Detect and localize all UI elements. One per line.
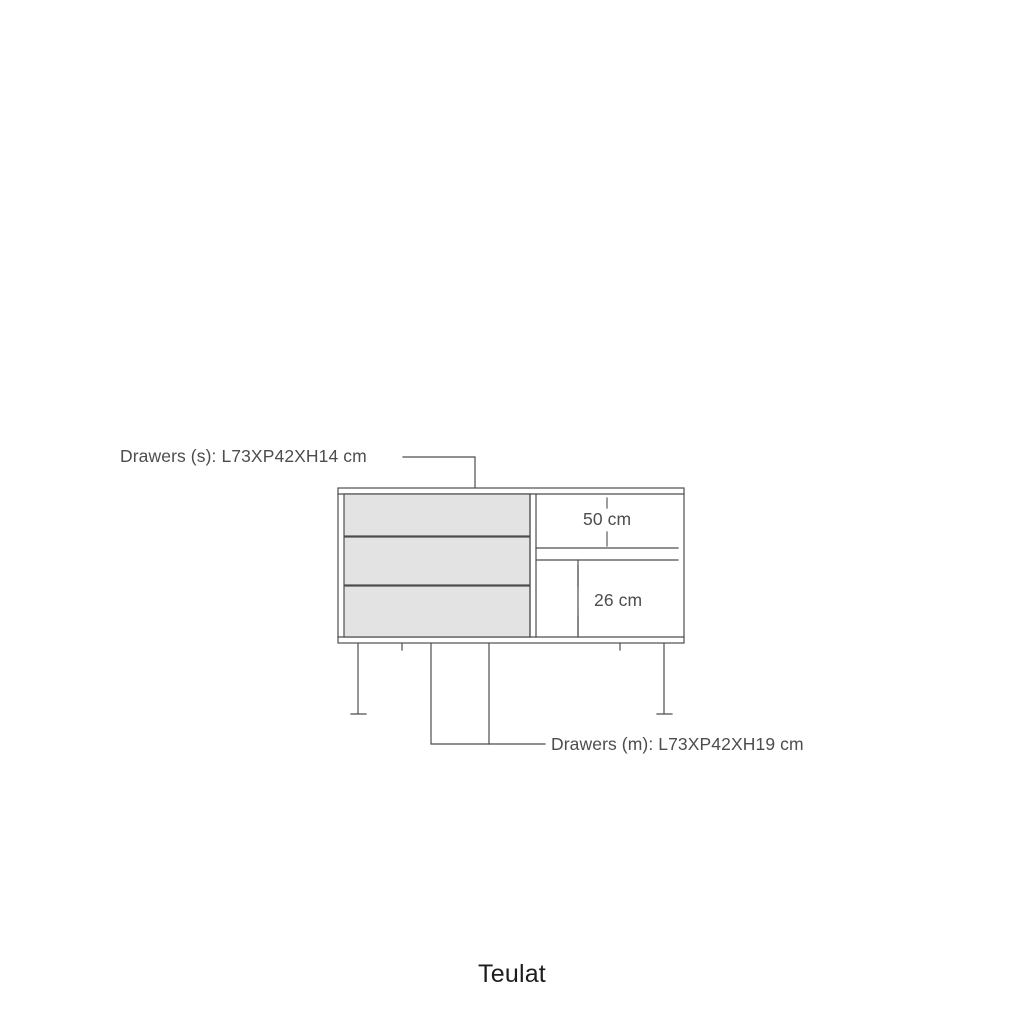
legs: [351, 643, 672, 714]
dimension-label-upper-right: 50 cm: [583, 509, 632, 529]
annotation-drawers-small: Drawers (s): L73XP42XH14 cm: [120, 446, 367, 466]
annotation-drawers-medium: Drawers (m): L73XP42XH19 cm: [551, 734, 804, 754]
brand-wordmark: Teulat: [478, 960, 546, 988]
dimension-label-lower-right: 26 cm: [594, 590, 643, 610]
left-drawers: [344, 494, 530, 637]
